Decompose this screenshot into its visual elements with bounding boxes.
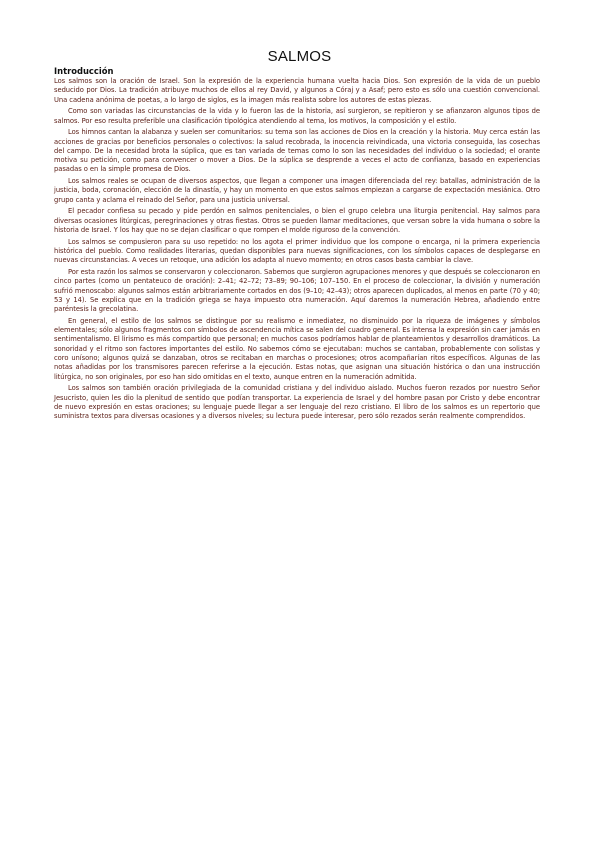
paragraph: Como son variadas las circunstancias de la vida y lo fueron las de la historia, así surgieron, se repitieron y se afianzaron algunos tipos de salmos. Por eso resulta preferible una clasificación tipológica atendiendo al tema, los motivos, la composición y el estilo. bbox=[54, 107, 540, 125]
paragraph: Los salmos se compusieron para su uso repetido: no los agota el primer individuo que los compone o encarga, ni la primera experiencia histórica del pueblo. Como realidades literarias, quedan disponibles para nuevas significaciones, con los símbolos capaces de desplegarse en nuevas circunstancias. A veces un retoque, una adición los adapta al nuevo momento; en otros casos basta cambiar la clave. bbox=[54, 237, 540, 265]
page-title: SALMOS bbox=[267, 48, 332, 65]
paragraph: Los salmos son también oración privilegiada de la comunidad cristiana y del individuo aislado. Muchos fueron rezados por nuestro Señor Jesucristo, quien les dio la plenitud de sentido que podían transportar. La experiencia de Israel y del hombre pasan por Cristo y debe encontrar de nuevo expresión en estas oraciones; su lenguaje puede llegar a ser lenguaje del rezo cristiano. El libro de los salmos es un repertorio que suministra textos para diversas ocasiones y a diversos niveles; su lectura puede interesar, pero sólo rezados serán realmente comprendidos. bbox=[54, 384, 540, 421]
section-heading: Introducción bbox=[54, 66, 114, 76]
paragraph: Los salmos reales se ocupan de diversos aspectos, que llegan a componer una imagen diferenciada del rey: batallas, administración de la justicia, boda, coronación, elección de la dinastía, y hay un momento en que estos salmos empiezan a cargarse de expectación mesiánica. Otro grupo canta y aclama el reinado del Señor, para una justicia universal. bbox=[54, 177, 540, 204]
document-body bbox=[54, 67, 540, 424]
paragraph: En general, el estilo de los salmos se distingue por su realismo e inmediatez, no disminuido por la riqueza de imágenes y símbolos elementales; sólo algunos fragmentos con símbolos de ascendencia mítica se salen del cuadro general. Es intensa la expresión sin caer jamás en sentimentalismo. El lirismo es más compartido que personal; en muchos casos podríamos hablar de planteamientos y desarrollos dramáticos. La sonoridad y el ritmo son factores importantes del estilo. No sabemos cómo se ejecutaban: muchos se cantaban, probablemente con solistas y coro unísono; algunos quizá se danzaban, otros se recitaban en marchas o procesiones; otros acompañarían ritos específicos. Algunas de las notas añadidas por los transmisores parecen referirse a la ejecución. Estas notas, que asignan una situación histórica o dan una instrucción litúrgica, no son originales, por eso han sido omitidas en el texto, aunque entren en la numeración admitida. bbox=[54, 316, 540, 381]
paragraph: Por esta razón los salmos se conservaron y coleccionaron. Sabemos que surgieron agrupaciones menores y que después se coleccionaron en cinco partes (como un pentateuco de oración): 2–41; 42–72; 73–89; 90–106; 107–150. En el proceso de coleccionar, la división y numeración sufrió menoscabo: algunos salmos están arbitrariamente cortados en dos (9–10; 42–43); otros aparecen duplicados, al menos en parte (70 y 40; 53 y 14). Se explica que en la tradición griega se haya impuesto otra numeración. Aquí daremos la numeración Hebrea, añadiendo entre paréntesis la grecolatina. bbox=[54, 267, 541, 314]
paragraph: Los salmos son la oración de Israel. Son la expresión de la experiencia humana vuelta hacia Dios. Son expresión de la vida de un pueblo seducido por Dios. La tradición atribuye muchos de ellos al rey David, y algunos a Córaj y a Asaf; pero esto es sólo una cuestión convencional. Una cadena anónima de poetas, a lo largo de siglos, es la imagen más realista sobre los autores de estas piezas. bbox=[54, 77, 540, 104]
paragraph: El pecador confiesa su pecado y pide perdón en salmos penitenciales, o bien el grupo celebra una liturgia penitencial. Hay salmos para diversas ocasiones litúrgicas, peregrinaciones y otras fiestas. Otros se pueden llamar meditaciones, que versan sobre la vida humana o sobre la historia de Israel. Y los hay que no se dejan clasificar o que rompen el molde riguroso de la convención. bbox=[54, 207, 540, 235]
paragraph: Los himnos cantan la alabanza y suelen ser comunitarios: su tema son las acciones de Dios en la creación y la historia. Muy cerca están las acciones de gracias por beneficios personales o colectivos: la salud recobrada, la inocencia reivindicada, una victoria conseguida, las cosechas del campo. De la necesidad brota la súplica, que es tan variada de temas como lo son las necesidades del individuo o la sociedad; el orante motiva su petición, como para convencer o mover a Dios. De la súplica se desprende a veces el acto de confianza, basado en experiencias pasadas o en la simple promesa de Dios. bbox=[54, 128, 540, 174]
